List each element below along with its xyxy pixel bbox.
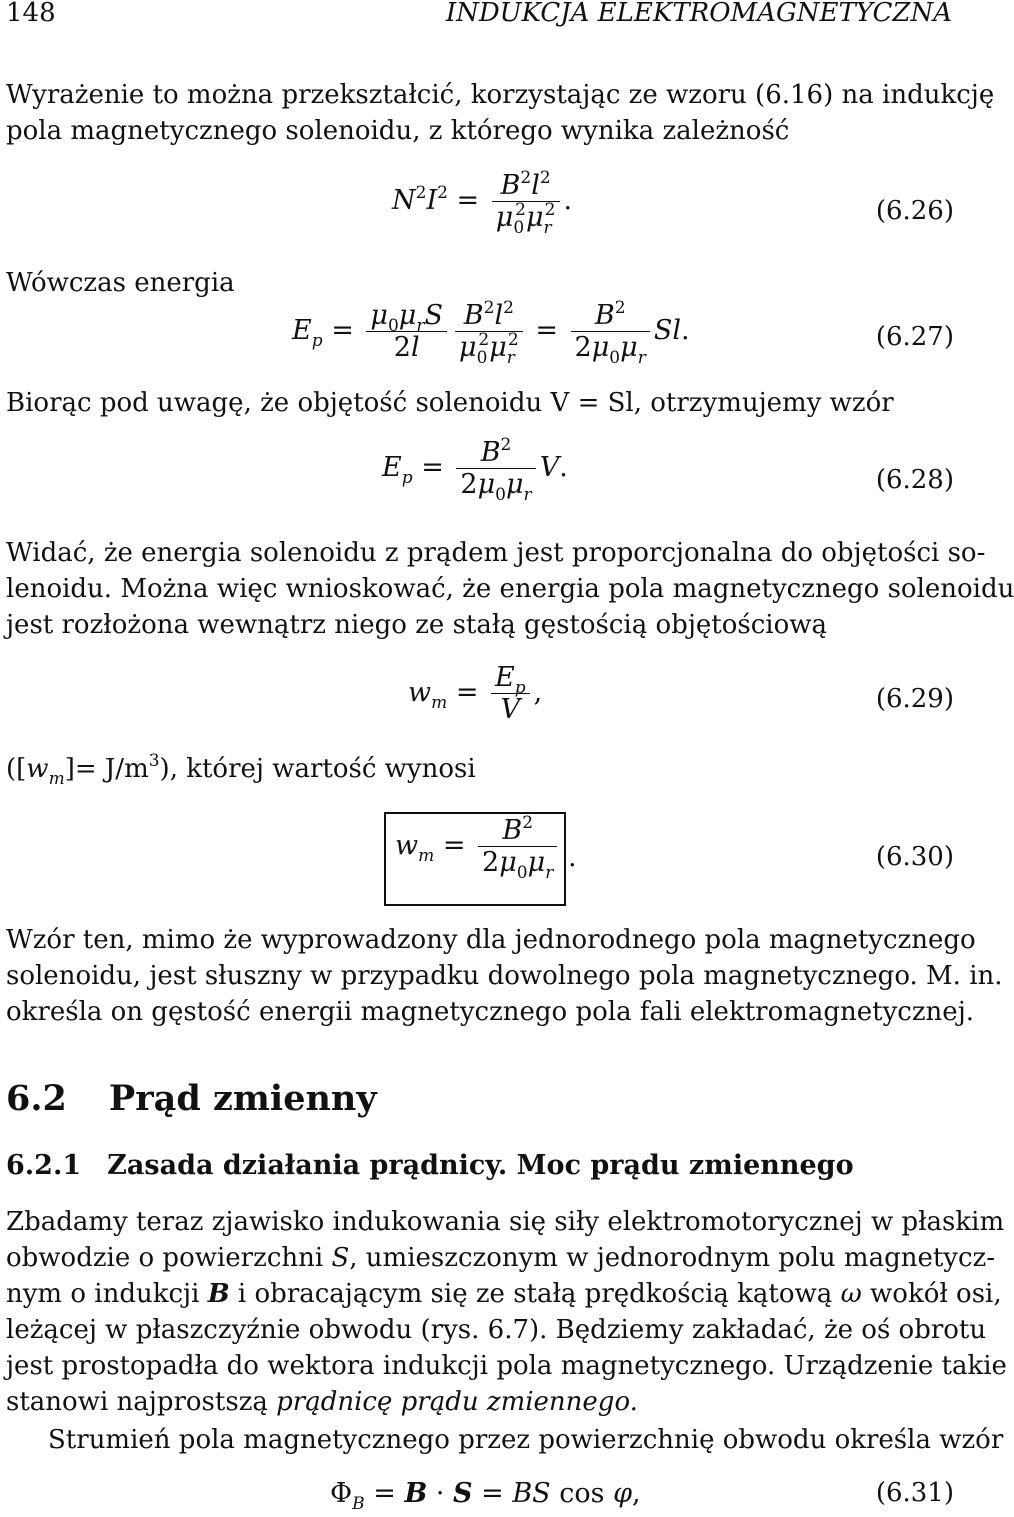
unit-line: $([w_m]= J/m^3)$, której wartość wynosi [6,751,476,789]
paragraph-line: lenoidu. Można więc wnioskować, że energia pola magnetycznego solenoidu [6,574,1014,604]
equation-6-28: $E_p$ = $\frac{B^2}{2\mu_0\mu_r}$ V. [382,435,568,505]
equation-6-27: $E_p$ = $\frac{\mu_0\mu_rS}{2l}$ $\frac{B^2l^2}{\mu_0^2\mu_r^2}$ = $\frac{B^2}{2\mu_0\mu_r}$ Sl. [292,298,690,368]
section-heading [6,1078,377,1119]
text-span: stanowi najprostszą [6,1387,277,1417]
paragraph-line: nym o indukcji B i obracającym się ze stałą prędkością kątową ω wokół osi, [6,1279,1002,1309]
paragraph-line: pola magnetycznego solenoidu, z którego wynika zależność [6,116,790,146]
text-span: , umieszczonym w jednorodnym polu magnetycz- [349,1243,996,1273]
section-number: 6.2 [6,1078,67,1119]
paragraph-line: Widać, że energia solenoidu z prądem jest proporcjonalna do objętości so- [6,538,986,568]
paragraph-line: leżącej w płaszczyźnie obwodu (rys. 6.7). Będziemy zakładać, że oś obrotu [6,1315,987,1345]
paragraph-line: Wzór ten, mimo że wyprowadzony dla jednorodnego pola magnetycznego [6,925,976,955]
text-span: obwodzie o powierzchni [6,1243,332,1273]
equation-number: (6.27) [875,322,954,352]
paragraph-line: Biorąc pod uwagę, że objętość solenoidu V = Sl, otrzymujemy wzór [6,388,894,418]
paragraph-line: Wyrażenie to można przekształcić, korzystając ze wzoru (6.16) na indukcję [6,80,995,110]
subsection-heading [6,1150,854,1181]
text-span: nym o indukcji [6,1279,208,1309]
paragraph-line: Zbadamy teraz zjawisko indukowania się siły elektromotorycznej w płaskim [6,1207,1005,1237]
equation-6-31: $\Phi_B = B \cdot S$ = BS cos φ, [330,1478,641,1514]
emphasized-term: prądnicę prądu zmiennego. [276,1387,638,1417]
equation-6-30: $w_m$ = $\frac{B^2}{2\mu_0\mu_r}$ [395,815,561,878]
text-span: i obracającym się ze stałą prędkością kątową [229,1279,841,1309]
equation-period: . [568,842,577,873]
equation-number: (6.28) [875,465,954,495]
running-header-title: INDUKCJA ELEKTROMAGNETYCZNA [445,0,952,28]
equation-number: (6.29) [875,684,954,714]
text-span: wokół osi, [861,1279,1002,1309]
equation-number: (6.30) [875,842,954,872]
paragraph-line [6,1387,954,1417]
paragraph-line: określa on gęstość energii magnetycznego pola fali elektromagnetycznej. [6,997,975,1027]
equation-number: (6.31) [875,1478,954,1508]
paragraph-line: jest prostopadła do wektora indukcji pola magnetycznego. Urządzenie takie [6,1351,1007,1381]
equation-6-26: $N^2I^2$ = $\frac{B^2l^2}{\mu_0^2\mu_r^2}$ . [392,168,573,238]
unit-line-tail: ), której wartość wynosi [159,754,476,784]
paragraph-line: obwodzie o powierzchni S, umieszczonym w jednorodnym polu magnetycz- [6,1243,996,1273]
equation-number: (6.26) [875,196,954,226]
subsection-title: Zasada działania prądnicy. Moc prądu zmiennego [107,1150,854,1181]
paragraph-line: solenoidu, jest słuszny w przypadku dowolnego pola magnetycznego. M. in. [6,961,1003,991]
section-title: Prąd zmienny [108,1078,377,1119]
paragraph-line: Strumień pola magnetycznego przez powierzchnię obwodu określa wzór [48,1425,1004,1455]
equation-6-29: $w_m$ = $\frac{E_p}{V}$ , [408,662,543,725]
subsection-number: 6.2.1 [6,1150,82,1181]
page-number: 148 [6,0,56,28]
paragraph-line: Wówczas energia [6,268,235,298]
paragraph-line: jest rozłożona wewnątrz niego ze stałą gęstością objętościową [6,610,827,640]
